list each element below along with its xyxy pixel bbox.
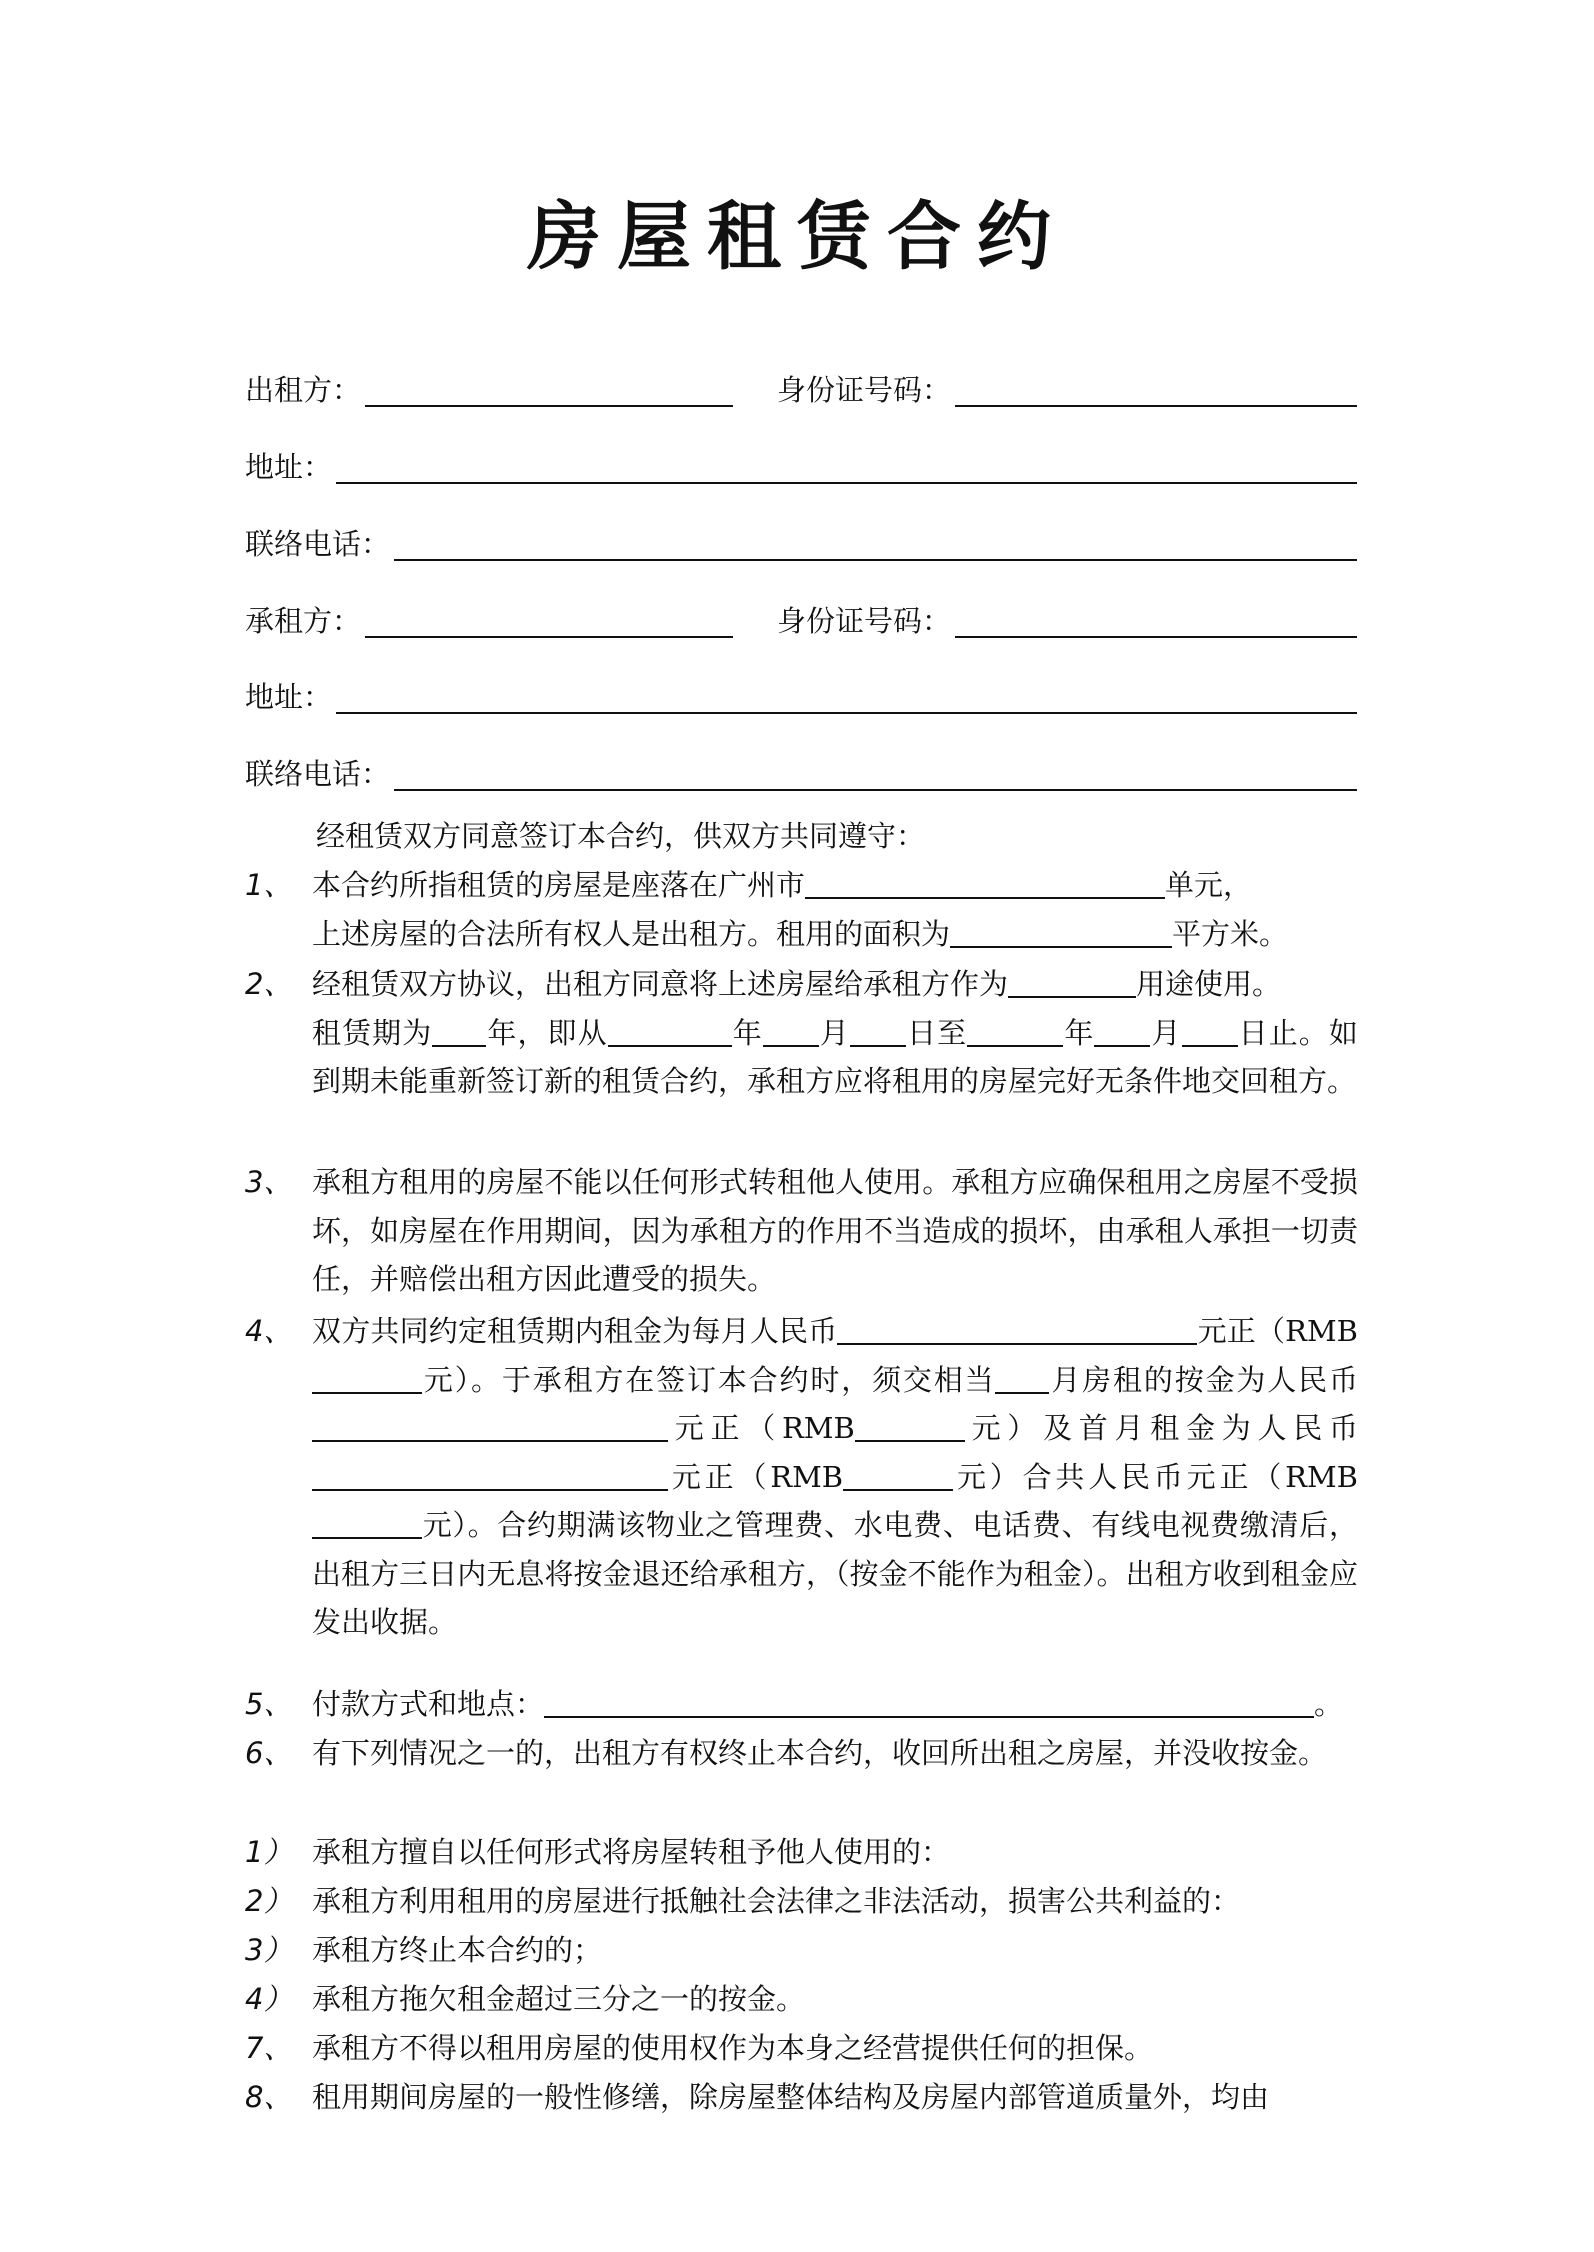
clause-3-number: 3、 xyxy=(245,1165,293,1199)
clause-4-rmb: （RMB xyxy=(1252,1459,1358,1494)
clause-4-unit: 元正 xyxy=(1197,1314,1256,1348)
lessee-name-row xyxy=(245,598,733,638)
clause-4-unit: 元正 xyxy=(1186,1459,1253,1494)
payment-method-blank[interactable] xyxy=(544,1688,1314,1718)
clause-4-part: 。于承租方在签订本合约时，须交相当 xyxy=(471,1362,996,1397)
lessee-address-label: 地址： xyxy=(245,680,333,714)
clause-4-rmb: （RMB xyxy=(737,1459,844,1494)
sub-item-text: 承租方拖欠租金超过三分之一的按金。 xyxy=(312,1982,806,2016)
monthly-rent-rmb-blank[interactable] xyxy=(312,1364,422,1394)
clause-1-area-blank[interactable] xyxy=(950,918,1172,948)
clause-2-month-unit: 月 xyxy=(1150,1015,1182,1050)
clause-4-part: 及首月租金为人民币 xyxy=(1043,1411,1358,1445)
lessor-name-row xyxy=(245,367,733,407)
sub-item-number: 3） xyxy=(245,1933,293,1967)
clause-2-month-unit: 月 xyxy=(818,1015,851,1050)
lessor-phone-field[interactable] xyxy=(394,529,1357,561)
clause-1-part: 平方米。 xyxy=(1172,916,1289,951)
first-rent-rmb-blank[interactable] xyxy=(843,1461,953,1491)
lessor-phone-label: 联络电话： xyxy=(245,527,391,561)
clause-4-text xyxy=(312,1307,1358,1647)
clause-5-part: 。 xyxy=(1314,1687,1344,1721)
clause-4-unit: 元） xyxy=(964,1411,1044,1445)
clause-1-part: 上述房屋的合法所有权人是出租方。租用的面积为 xyxy=(312,916,951,951)
deposit-amount-blank[interactable] xyxy=(312,1412,668,1442)
lessee-phone-row xyxy=(245,751,1357,791)
clause-1-text xyxy=(312,861,1358,958)
clause-6-number: 6、 xyxy=(245,1736,293,1770)
lessee-id-row xyxy=(777,598,1357,638)
clause-8-number: 8、 xyxy=(245,2080,293,2114)
clause-2-day-unit: 日 xyxy=(906,1015,938,1050)
clause-2-part: 租赁期为 xyxy=(312,1015,433,1050)
lessee-address-row xyxy=(245,674,1357,714)
lessor-address-field[interactable] xyxy=(336,452,1357,484)
sub-item-text: 承租方利用租用的房屋进行抵触社会法律之非法活动，损害公共利益的： xyxy=(312,1884,1241,1918)
clause-4-part: 合共人民币 xyxy=(1022,1459,1187,1494)
clause-6-text: 有下列情况之一的，出租方有权终止本合约，收回所出租之房屋，并没收按金。 xyxy=(312,1736,1328,1770)
lessor-phone-row xyxy=(245,521,1357,561)
sub-item-text: 承租方擅自以任何形式将房屋转租予他人使用的： xyxy=(312,1835,951,1869)
lessee-name-field[interactable] xyxy=(365,606,733,638)
start-month-blank[interactable] xyxy=(763,1017,819,1047)
clause-2-part: 经租赁双方协议，出租方同意将上述房屋给承租方作为 xyxy=(312,967,1009,1001)
clause-2-year-unit: 年 xyxy=(731,1015,763,1050)
clause-7-number: 7、 xyxy=(245,2031,293,2065)
clause-4-rmb: （RMB xyxy=(1255,1314,1358,1348)
clause-1-part: 本合约所指租赁的房屋是座落在广州市 xyxy=(312,868,806,902)
clause-1-number: 1、 xyxy=(245,868,293,902)
sub-item-number: 2） xyxy=(245,1884,293,1918)
clause-4-unit: 元正 xyxy=(668,1459,738,1494)
clause-2-part: 止。如到期未能重新签订新的租赁合约，承租方应将租用的房屋完好无条件地交回租方。 xyxy=(312,1015,1358,1098)
monthly-rent-blank[interactable] xyxy=(837,1315,1197,1345)
clause-8-text: 租用期间房屋的一般性修缮，除房屋整体结构及房屋内部管道质量外，均由 xyxy=(312,2080,1270,2114)
clause-2-day-unit: 日 xyxy=(1237,1015,1269,1050)
clause-4-part: 月房租的按金为人民币 xyxy=(1049,1362,1358,1397)
lessor-id-label: 身份证号码： xyxy=(777,373,952,407)
clause-4-number: 4、 xyxy=(245,1314,293,1348)
clause-1-address-blank[interactable] xyxy=(805,869,1165,899)
clause-4-part: 。合约期满该物业之管理费、水电费、电话费、有线电视费缴清后，出租方三日内无息将按金退还给承租方，（按金不能作为租金）。出租方收到租金应发出收据。 xyxy=(312,1508,1358,1639)
clause-5-part: 付款方式和地点： xyxy=(312,1687,545,1721)
deposit-rmb-blank[interactable] xyxy=(855,1412,965,1442)
clause-2-text xyxy=(312,960,1358,1106)
clause-1-part: 单元， xyxy=(1165,868,1253,902)
document-title: 房屋租赁合约 xyxy=(527,194,1067,280)
total-rmb-blank[interactable] xyxy=(312,1509,422,1539)
clause-4-rmb: （RMB xyxy=(746,1411,855,1445)
clause-2-part: 至 xyxy=(937,1015,968,1050)
lessor-name-label: 出租方： xyxy=(245,373,362,407)
lessor-id-field[interactable] xyxy=(955,375,1357,407)
end-year-blank[interactable] xyxy=(967,1017,1063,1047)
end-month-blank[interactable] xyxy=(1094,1017,1150,1047)
sub-item-number: 4） xyxy=(245,1982,293,2016)
end-day-blank[interactable] xyxy=(1182,1017,1238,1047)
lessee-id-field[interactable] xyxy=(955,606,1357,638)
clause-2-year-unit: 年 xyxy=(486,1015,518,1050)
lessor-id-row xyxy=(777,367,1357,407)
clause-5-text xyxy=(312,1680,1358,1729)
lessee-address-field[interactable] xyxy=(336,682,1357,714)
lessee-phone-field[interactable] xyxy=(394,759,1357,791)
clause-4-unit: 元正 xyxy=(668,1411,747,1445)
lessee-name-label: 承租方： xyxy=(245,604,362,638)
sub-item-text: 承租方终止本合约的； xyxy=(312,1933,603,1967)
lease-years-blank[interactable] xyxy=(432,1017,486,1047)
start-year-blank[interactable] xyxy=(608,1017,732,1047)
clause-2-part: 用途使用。 xyxy=(1136,967,1282,1001)
sub-item-number: 1） xyxy=(245,1835,293,1869)
intro-paragraph: 经租赁双方同意签订本合约，供双方共同遵守： xyxy=(316,819,926,853)
lessor-name-field[interactable] xyxy=(365,375,733,407)
clause-2-number: 2、 xyxy=(245,967,293,1001)
clause-4-part: 双方共同约定租赁期内租金为每月人民币 xyxy=(312,1314,838,1348)
clause-4-unit: 元） xyxy=(953,1459,1023,1494)
clause-7-text: 承租方不得以租用房屋的使用权作为本身之经营提供任何的担保。 xyxy=(312,2031,1154,2065)
lessee-id-label: 身份证号码： xyxy=(777,604,952,638)
clause-2-usage-blank[interactable] xyxy=(1008,968,1136,998)
clause-2-year-unit: 年 xyxy=(1063,1015,1095,1050)
start-day-blank[interactable] xyxy=(850,1017,906,1047)
clause-5-number: 5、 xyxy=(245,1687,293,1721)
deposit-months-blank[interactable] xyxy=(995,1364,1049,1394)
lessor-address-label: 地址： xyxy=(245,450,333,484)
first-rent-blank[interactable] xyxy=(312,1461,668,1491)
lessor-address-row xyxy=(245,444,1357,484)
clause-4-unit: 元） xyxy=(422,1362,472,1397)
lessee-phone-label: 联络电话： xyxy=(245,757,391,791)
clause-2-part: ，即从 xyxy=(517,1015,608,1050)
clause-3-text: 承租方租用的房屋不能以任何形式转租他人使用。承租方应确保租用之房屋不受损坏，如房屋在作用期间，因为承租方的作用不当造成的损坏，由承租人承担一切责任，并赔偿出租方因此遭受的损失。 xyxy=(312,1165,1358,1296)
clause-4-unit: 元） xyxy=(422,1508,468,1542)
